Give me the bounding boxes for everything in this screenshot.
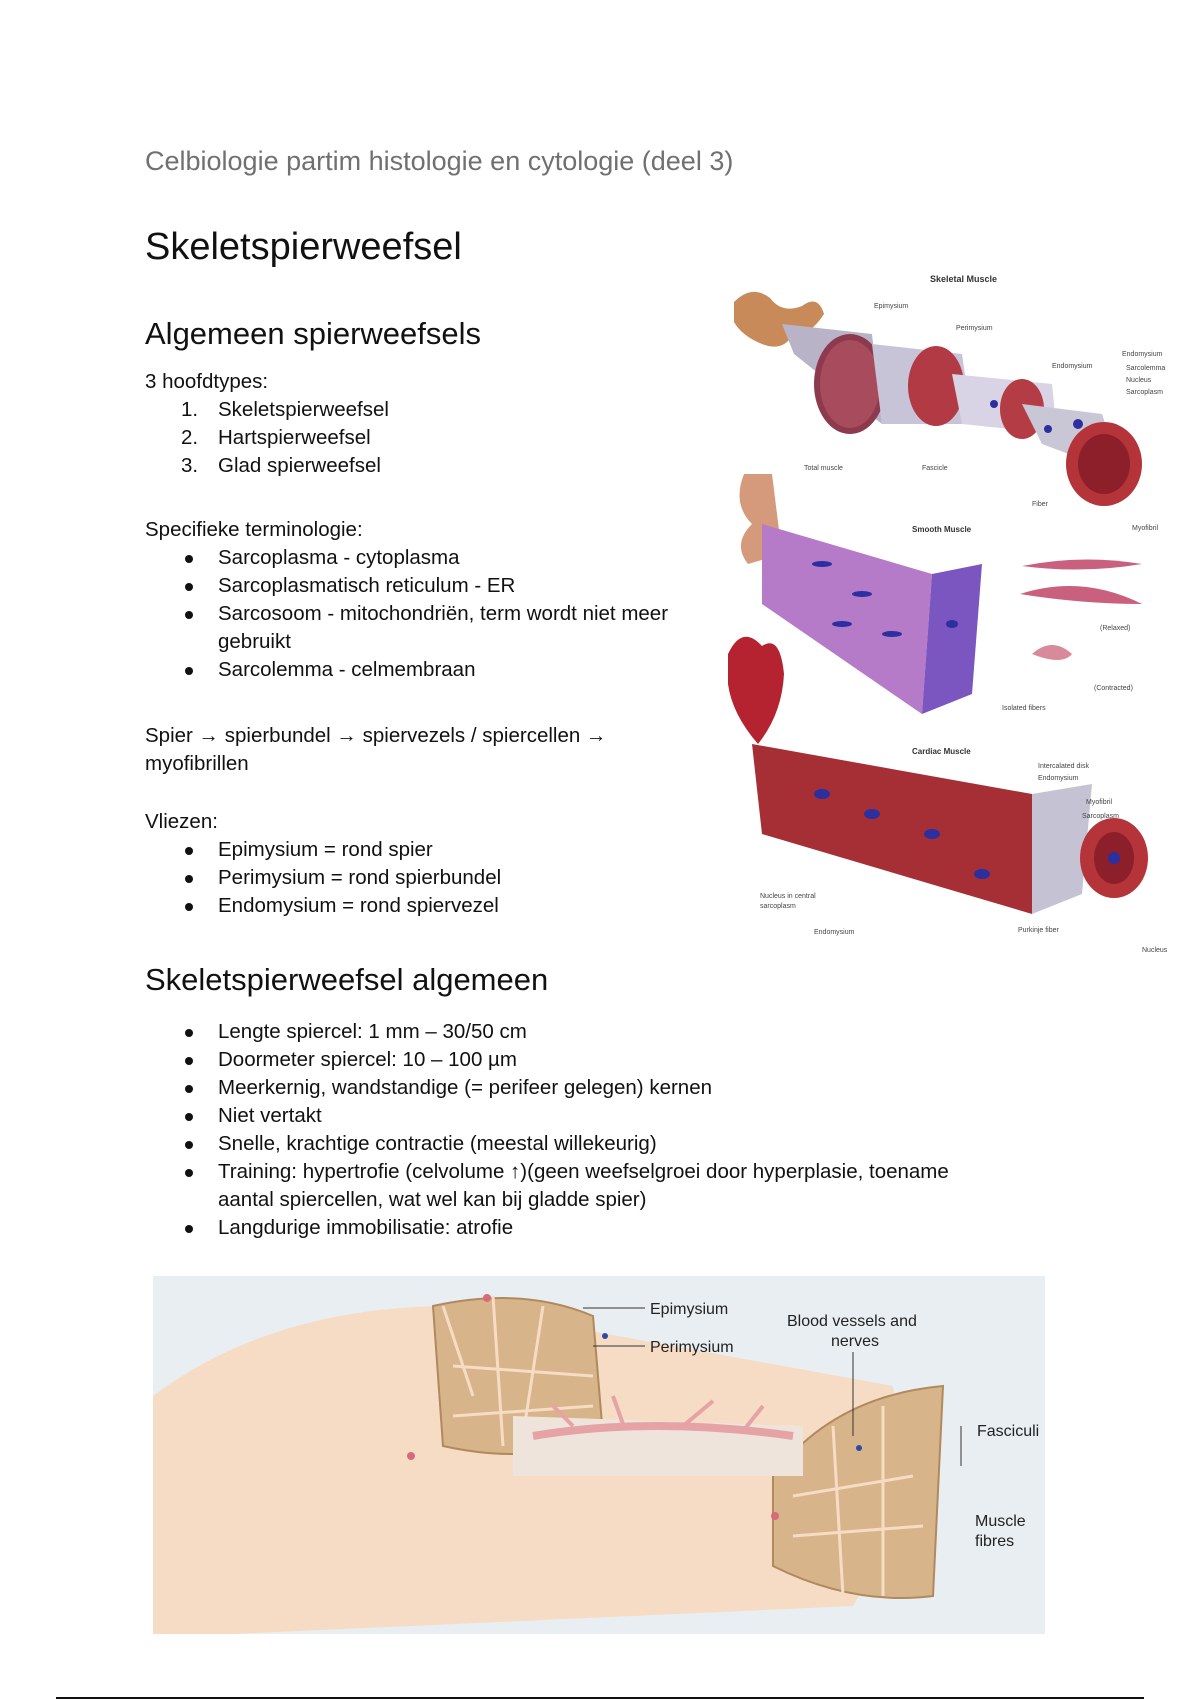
smooth-muscle-illustration [740, 474, 1143, 714]
list-item-text: Endomysium = rond spiervezel [218, 894, 499, 917]
list-item [145, 1046, 949, 1074]
page-bottom-rule [56, 1697, 1144, 1699]
hierarchy-line: Spier → spierbundel → spiervezels / spiercellen → [145, 724, 607, 747]
list-item-text: Hartspierweefsel [218, 426, 371, 449]
list-item [145, 396, 389, 424]
bullet-icon [185, 1085, 193, 1093]
label-perimysium: Perimysium [650, 1339, 734, 1356]
terminology-list [145, 544, 668, 684]
hierarchy-block [145, 722, 606, 778]
membranes-intro: Vliezen: [145, 810, 218, 833]
label-muscle: Muscle [975, 1513, 1026, 1530]
list-item-text: Sarcosoom - mitochondriën, term wordt niet meer [218, 602, 669, 625]
list-item-text: Sarcolemma - celmembraan [218, 658, 476, 681]
label-nucleus: Nucleus [1126, 377, 1152, 384]
list-item-text: Perimysium = rond spierbundel [218, 866, 502, 889]
page-title: Skeletspierweefsel [145, 226, 462, 268]
label-nucleus-central-cont: sarcoplasm [760, 903, 796, 910]
list-item [145, 892, 501, 920]
membranes-block [145, 808, 501, 920]
label-epimysium: Epimysium [650, 1301, 729, 1318]
label-nucleus-central: Nucleus in central [760, 893, 816, 900]
list-item-text: Langdurige immobilisatie: atrofie [218, 1216, 514, 1239]
label-fasciculi: Fasciculi [977, 1423, 1040, 1440]
bullet-icon [185, 555, 193, 563]
label-isolated-fibers: Isolated fibers [1002, 705, 1046, 712]
smooth-muscle-title: Smooth Muscle [912, 525, 972, 534]
label-perimysium: Perimysium [956, 325, 993, 332]
bullet-icon [185, 1169, 193, 1177]
label-purkinje: Purkinje fiber [1018, 927, 1059, 934]
list-item [145, 1158, 949, 1214]
label-blood-vessels: Blood vessels and [787, 1313, 917, 1330]
label-endomysium-2: Endomysium [1122, 351, 1163, 358]
label-sarcolemma: Sarcolemma [1126, 365, 1166, 372]
list-item-text: Doormeter spiercel: 10 – 100 µm [218, 1048, 517, 1071]
list-item [145, 864, 501, 892]
label-nucleus-2: Nucleus [1142, 947, 1168, 954]
label-endomysium-3: Endomysium [1038, 775, 1079, 782]
label-endomysium-4: Endomysium [814, 929, 855, 936]
bullet-icon [185, 667, 193, 675]
list-item [145, 1074, 949, 1102]
list-item-text: Epimysium = rond spier [218, 838, 433, 861]
list-item [145, 572, 668, 600]
list-number: 2. [181, 426, 199, 449]
muscle-types-figure [722, 274, 1182, 956]
list-item [145, 544, 668, 572]
list-item [145, 1018, 949, 1046]
list-number: 3. [181, 454, 199, 477]
label-endomysium: Endomysium [1052, 363, 1093, 370]
list-item-text: Skeletspierweefsel [218, 398, 389, 421]
bullet-icon [185, 1141, 193, 1149]
section-general-body [145, 368, 389, 480]
bullet-icon [185, 875, 193, 883]
list-item-text-continued: gebruikt [218, 630, 291, 653]
label-fiber: Fiber [1032, 501, 1048, 508]
label-fascicle: Fascicle [922, 465, 948, 472]
label-myofibril: Myofibril [1132, 525, 1159, 532]
list-item [145, 1102, 949, 1130]
bullet-icon [185, 1225, 193, 1233]
bullet-icon [185, 1029, 193, 1037]
skeletal-muscle-cross-section-figure [153, 1276, 1045, 1634]
list-number: 1. [181, 398, 199, 421]
document-header: Celbiologie partim histologie en cytologie (deel 3) [145, 146, 734, 176]
label-myofibril-2: Myofibril [1086, 799, 1113, 806]
list-item [145, 424, 389, 452]
membranes-list [145, 836, 501, 920]
label-epimysium: Epimysium [874, 303, 909, 310]
label-relaxed: (Relaxed) [1100, 625, 1131, 632]
hierarchy-line: myofibrillen [145, 752, 249, 775]
label-nerves: nerves [831, 1333, 880, 1350]
list-item-text: Training: hypertrofie (celvolume ↑)(geen weefselgroei door hyperplasie, toename [218, 1160, 949, 1183]
list-item-text: Sarcoplasma - cytoplasma [218, 546, 460, 569]
bullet-icon [185, 1057, 193, 1065]
skeletal-list [145, 1018, 949, 1242]
label-total-muscle: Total muscle [804, 465, 843, 472]
list-item [145, 600, 668, 656]
list-item-text: Lengte spiercel: 1 mm – 30/50 cm [218, 1020, 527, 1043]
types-list [145, 396, 389, 480]
types-intro: 3 hoofdtypes: [145, 370, 269, 393]
bullet-icon [185, 611, 193, 619]
list-item [145, 836, 501, 864]
list-item-text: Meerkernig, wandstandige (= perifeer gelegen) kernen [218, 1076, 713, 1099]
terminology-intro: Specifieke terminologie: [145, 518, 363, 541]
bullet-icon [185, 847, 193, 855]
list-item-text: Snelle, krachtige contractie (meestal willekeurig) [218, 1132, 657, 1155]
skeletal-muscle-illustration [734, 292, 1142, 506]
bullet-icon [185, 1113, 193, 1121]
label-sarcoplasm: Sarcoplasm [1126, 389, 1163, 396]
list-item [145, 1214, 949, 1242]
list-item [145, 656, 668, 684]
skeletal-muscle-title: Skeletal Muscle [930, 274, 998, 284]
list-item-text: Sarcoplasmatisch reticulum - ER [218, 574, 516, 597]
label-contracted: (Contracted) [1094, 685, 1133, 692]
skeletal-body [145, 1018, 949, 1242]
label-fibres: fibres [975, 1533, 1015, 1550]
bullet-icon [185, 583, 193, 591]
list-item-text: Niet vertakt [218, 1104, 322, 1127]
list-item-text-continued: aantal spiercellen, wat wel kan bij gladde spier) [218, 1188, 647, 1211]
section-heading-skeletal: Skeletspierweefsel algemeen [145, 962, 549, 997]
cardiac-muscle-title: Cardiac Muscle [912, 747, 971, 756]
label-intercalated-disk: Intercalated disk [1038, 763, 1089, 770]
terminology-block [145, 516, 668, 684]
list-item-text: Glad spierweefsel [218, 454, 381, 477]
section-heading-general: Algemeen spierweefsels [145, 316, 482, 351]
list-item [145, 1130, 949, 1158]
bullet-icon [185, 903, 193, 911]
label-sarcoplasm-2: Sarcoplasm [1082, 813, 1119, 820]
list-item [145, 452, 389, 480]
